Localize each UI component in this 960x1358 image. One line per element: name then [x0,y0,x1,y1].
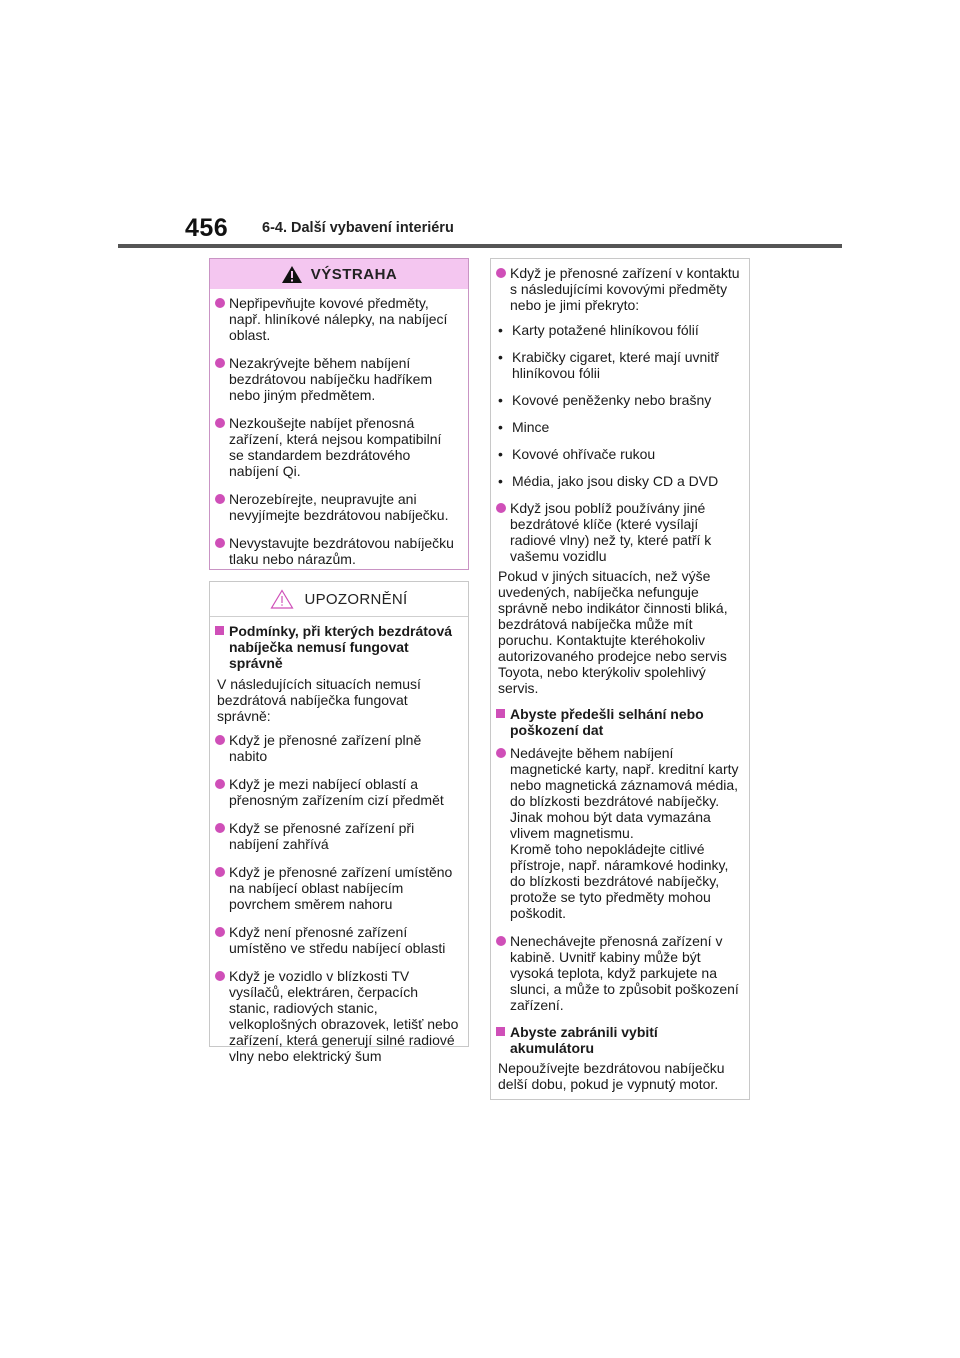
sub-list-item: • Krabičky cigaret, které mají uvnitř hliníkovou fólii [498,349,719,381]
list-item: Nezakrývejte během nabíjení bezdrátovou nabíječku hadříkem nebo jiným předmětem. [217,355,460,403]
bullet-dot [215,927,225,937]
list-item: Když je přenosné zařízení v kontaktu s následujícími kovovými předměty nebo je jimi překryto: [498,265,741,313]
list-item: Když je přenosné zařízení plně nabito [217,732,460,764]
sub-list-item: • Média, jako jsou disky CD a DVD [498,473,719,489]
header-rule [118,244,842,248]
bullet-dot [215,494,225,504]
square-marker [496,709,505,718]
sub-bullet-marker: • [498,322,503,338]
paragraph: Pokud v jiných situacích, než výše uvedených, nabíječka nefunguje správně nebo indikátor činnosti bliká, bezdrátová nabíječka může mít poruchu. Kontaktujte kteréhokoliv autorizovaného prodejce nebo servis Toyota, nebo kterýkoliv spolehlivý servis. [498,568,728,696]
caution-triangle-icon [270,589,294,609]
bullet-dot [496,748,506,758]
list-item: Nevystavujte bezdrátovou nabíječku tlaku nebo nárazům. [217,535,460,567]
square-marker [496,1027,505,1036]
list-item: Nedávejte během nabíjení magnetické karty, např. kreditní karty nebo magnetická záznamová média, do blízkosti bezdrátové nabíječky. Jinak mohou být data vymazána vlivem magnetismu. Kromě toho nepokládejte citlivé přístroje, např. náramkové hodinky, do blízkosti bezdrátové nabíječky, protože se tyto předměty mohou poškodit. [498,745,741,921]
notice-continued-box [490,258,750,1100]
sub-bullet-marker: • [498,349,503,365]
warning-list [210,295,468,567]
bullet-dot [215,358,225,368]
warning-title: VÝSTRAHA [310,265,398,283]
sub-bullet-marker: • [498,473,503,489]
bullet-dot [215,735,225,745]
sub-list-item: • Mince [498,419,550,435]
warning-box [209,258,469,570]
notice-content [210,623,468,1064]
notice-heading: Podmínky, při kterých bezdrátová nabíječka nemusí fungovat správně [217,623,460,671]
sub-list-item: • Karty potažené hliníkovou fólií [498,322,699,338]
list-item: Když je mezi nabíjecí oblastí a přenosným zařízením cizí předmět [217,776,460,808]
bullet-dot [215,418,225,428]
list-item: Když není přenosné zařízení umístěno ve středu nabíjecí oblasti [217,924,460,956]
notice-title: UPOZORNĚNÍ [304,590,408,608]
bullet-dot [215,823,225,833]
bullet-dot [215,971,225,981]
list-item: Když je vozidlo v blízkosti TV vysílačů, elektráren, čerpacích stanic, radiových stanic, velkoplošných obrazovek, letišť nebo zařízení, která generují silné radiové vlny nebo elektrický šum [217,968,460,1064]
bullet-dot [215,298,225,308]
notice-box [209,581,469,1064]
notice-intro: V následujících situacích nemusí bezdrátová nabíječka fungovat správně: [217,676,421,724]
list-item: Nenechávejte přenosná zařízení v kabině. Uvnitř kabiny může být vysoká teplota, když parkujete na slunci, a může to způsobit poškození zařízení. [498,933,741,1013]
paragraph: Nepoužívejte bezdrátovou nabíječku delší dobu, pokud je vypnutý motor. [498,1060,725,1092]
bullet-dot [496,936,506,946]
bullet-dot [215,538,225,548]
sub-bullet-marker: • [498,446,503,462]
square-marker [215,626,224,635]
page-number: 456 [185,214,229,242]
bullet-dot [496,503,506,513]
section-heading: Abyste zabránili vybití akumulátoru [498,1024,741,1056]
sub-bullet-marker: • [498,392,503,408]
list-item: Nepřipevňujte kovové předměty, např. hliníkové nálepky, na nabíjecí oblast. [217,295,460,343]
warning-triangle-icon [281,265,303,284]
warning-header [210,259,468,289]
list-item: Když se přenosné zařízení při nabíjení zahřívá [217,820,460,852]
section-title: 6-4. Další vybavení interiéru [262,220,454,236]
bullet-dot [496,268,506,278]
sub-bullet-marker: • [498,419,503,435]
sub-list-item: • Kovové peněženky nebo brašny [498,392,712,408]
bullet-dot [215,779,225,789]
section-heading: Abyste předešli selhání nebo poškození dat [498,706,741,738]
list-item: Když jsou poblíž používány jiné bezdrátové klíče (které vysílají radiové vlny) než ty, které patří k vašemu vozidlu [498,500,741,564]
list-item: Nezkoušejte nabíjet přenosná zařízení, která nejsou kompatibilní se standardem bezdrátového nabíjení Qi. [217,415,460,479]
bullet-dot [215,867,225,877]
notice-header [210,582,468,617]
sub-list-item: • Kovové ohřívače rukou [498,446,656,462]
notice-continued-content [491,265,749,1092]
list-item: Nerozebírejte, neupravujte ani nevyjímejte bezdrátovou nabíječku. [217,491,460,523]
list-item: Když je přenosné zařízení umístěno na nabíjecí oblast nabíjecím povrchem směrem nahoru [217,864,460,912]
